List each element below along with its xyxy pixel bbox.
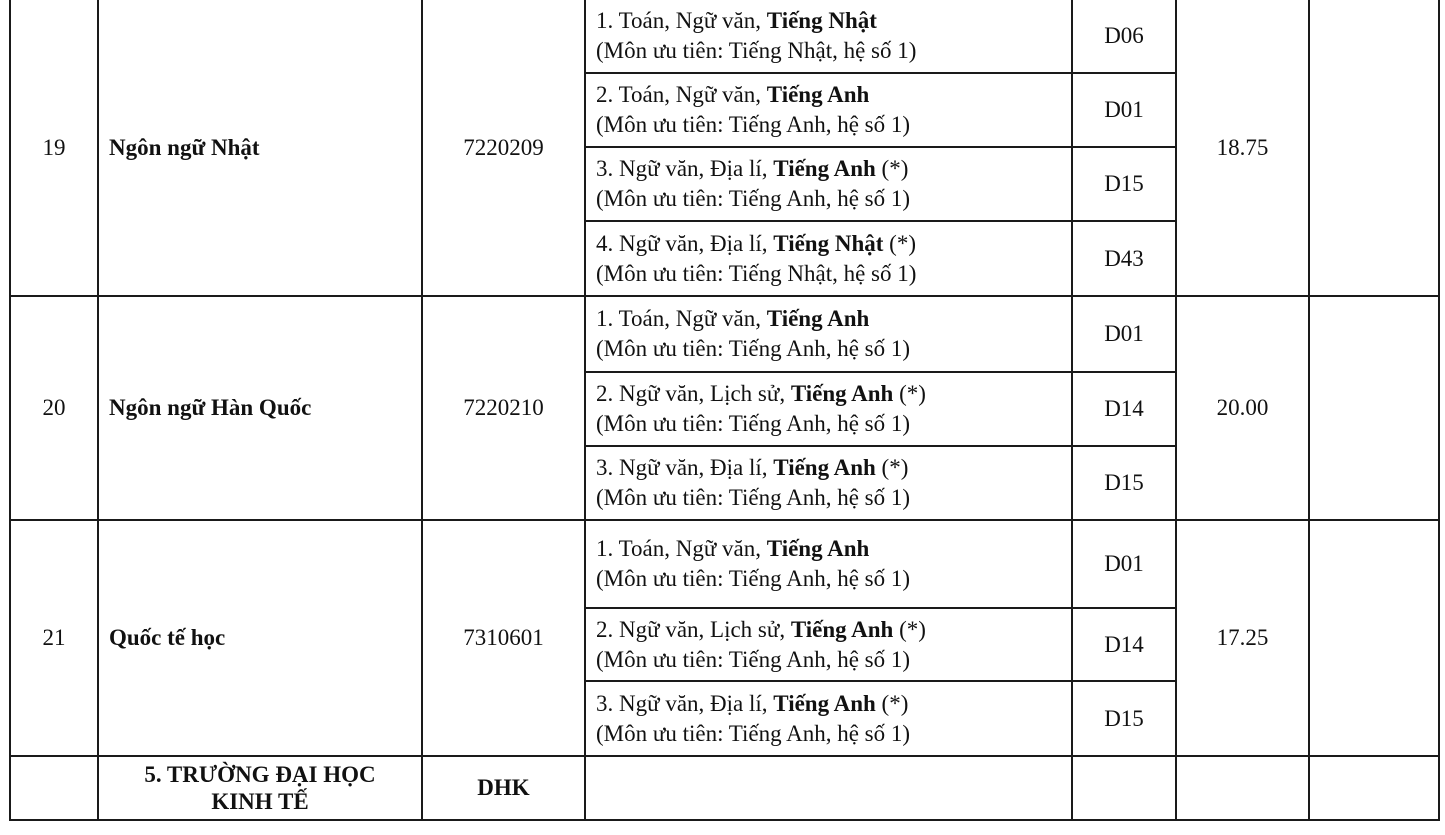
combination-prefix: 4. Ngữ văn, Địa lí, [596,230,774,256]
combination-subjects [596,6,1071,36]
block-code: D06 [1072,0,1176,73]
combination-prefix: 1. Toán, Ngữ văn, [596,8,767,33]
combination-language: Tiếng Anh [773,455,876,480]
combination-suffix: (*) [875,455,909,480]
subject-combination [585,296,1072,372]
school-code: DHK [422,756,585,820]
block-code: D14 [1072,372,1176,446]
combination-note: (Môn ưu tiên: Tiếng Anh, hệ số 1) [596,112,911,137]
subject-combination [585,0,1072,73]
empty-cell [1309,756,1439,820]
subject-combination [585,372,1072,446]
block-code: D14 [1072,608,1176,681]
combination-prefix: 1. Toán, Ngữ văn, [596,536,767,561]
table-row [10,520,1439,608]
combination-language: Tiếng Anh [766,82,870,107]
combination-subjects [596,154,1071,184]
block-code: D01 [1072,73,1176,147]
combination-language: Tiếng Anh [790,381,894,406]
subject-combination [585,147,1072,221]
subject-combination [585,446,1072,520]
combination-suffix: (*) [875,690,909,716]
combination-prefix: 2. Ngữ văn, Lịch sử, [596,381,791,406]
combination-note: (Môn ưu tiên: Tiếng Anh, hệ số 1) [596,646,911,672]
subject-combination [585,221,1072,296]
combination-language: Tiếng Nhật [766,8,877,33]
combination-suffix: (*) [893,381,926,406]
combination-note: (Môn ưu tiên: Tiếng Anh, hệ số 1) [596,411,911,436]
combination-prefix: 2. Ngữ văn, Lịch sử, [596,616,791,642]
empty-cell [1176,756,1309,820]
empty-cell [10,756,98,820]
combination-language: Tiếng Anh [790,616,894,642]
block-code: D43 [1072,221,1176,296]
combination-subjects [596,453,1071,483]
major-name: Quốc tế học [98,520,422,756]
block-code: D15 [1072,681,1176,756]
combination-language: Tiếng Nhật [773,230,884,256]
block-code: D15 [1072,446,1176,520]
block-code: D01 [1072,296,1176,372]
combination-subjects [596,304,1071,334]
school-row [10,756,1439,820]
benchmark-score: 17.25 [1176,520,1309,756]
combination-language: Tiếng Anh [773,690,876,716]
combination-prefix: 3. Ngữ văn, Địa lí, [596,156,774,181]
combination-language: Tiếng Anh [773,156,876,181]
table-row [10,0,1439,73]
empty-note-cell [1309,520,1439,756]
subject-combination [585,681,1072,756]
major-code: 7220210 [422,296,585,520]
combination-suffix: (*) [883,230,916,256]
admission-table [9,0,1440,821]
school-name-line1: 5. TRƯỜNG ĐẠI HỌC [144,762,376,787]
major-name: Ngôn ngữ Hàn Quốc [98,296,422,520]
subject-combination [585,520,1072,608]
combination-subjects [596,80,1071,110]
combination-note: (Môn ưu tiên: Tiếng Nhật, hệ số 1) [596,260,917,286]
subject-combination [585,73,1072,147]
empty-cell [585,756,1072,820]
combination-note: (Môn ưu tiên: Tiếng Anh, hệ số 1) [596,485,911,510]
combination-suffix: (*) [875,156,909,181]
combination-note: (Môn ưu tiên: Tiếng Nhật, hệ số 1) [596,38,917,63]
combination-prefix: 1. Toán, Ngữ văn, [596,306,767,331]
combination-note: (Môn ưu tiên: Tiếng Anh, hệ số 1) [596,566,911,591]
benchmark-score: 20.00 [1176,296,1309,520]
combination-subjects [596,689,1071,719]
combination-note: (Môn ưu tiên: Tiếng Anh, hệ số 1) [596,186,911,211]
major-name: Ngôn ngữ Nhật [98,0,422,296]
combination-subjects [596,615,1071,645]
block-code: D15 [1072,147,1176,221]
row-number: 21 [10,520,98,756]
combination-note: (Môn ưu tiên: Tiếng Anh, hệ số 1) [596,336,911,361]
empty-cell [1072,756,1176,820]
subject-combination [585,608,1072,681]
combination-prefix: 2. Toán, Ngữ văn, [596,82,767,107]
combination-note: (Môn ưu tiên: Tiếng Anh, hệ số 1) [596,720,911,746]
school-name-line2: KINH TẾ [211,789,309,814]
combination-subjects [596,379,1071,409]
empty-note-cell [1309,296,1439,520]
empty-note-cell [1309,0,1439,296]
major-code: 7220209 [422,0,585,296]
combination-subjects [596,534,1071,564]
benchmark-score: 18.75 [1176,0,1309,296]
major-code: 7310601 [422,520,585,756]
school-name [98,756,422,820]
combination-prefix: 3. Ngữ văn, Địa lí, [596,690,774,716]
combination-language: Tiếng Anh [766,536,870,561]
combination-suffix: (*) [893,616,926,642]
combination-prefix: 3. Ngữ văn, Địa lí, [596,455,774,480]
row-number: 19 [10,0,98,296]
combination-subjects [596,229,1071,259]
combination-language: Tiếng Anh [766,306,870,331]
block-code: D01 [1072,520,1176,608]
row-number: 20 [10,296,98,520]
table-row [10,296,1439,372]
